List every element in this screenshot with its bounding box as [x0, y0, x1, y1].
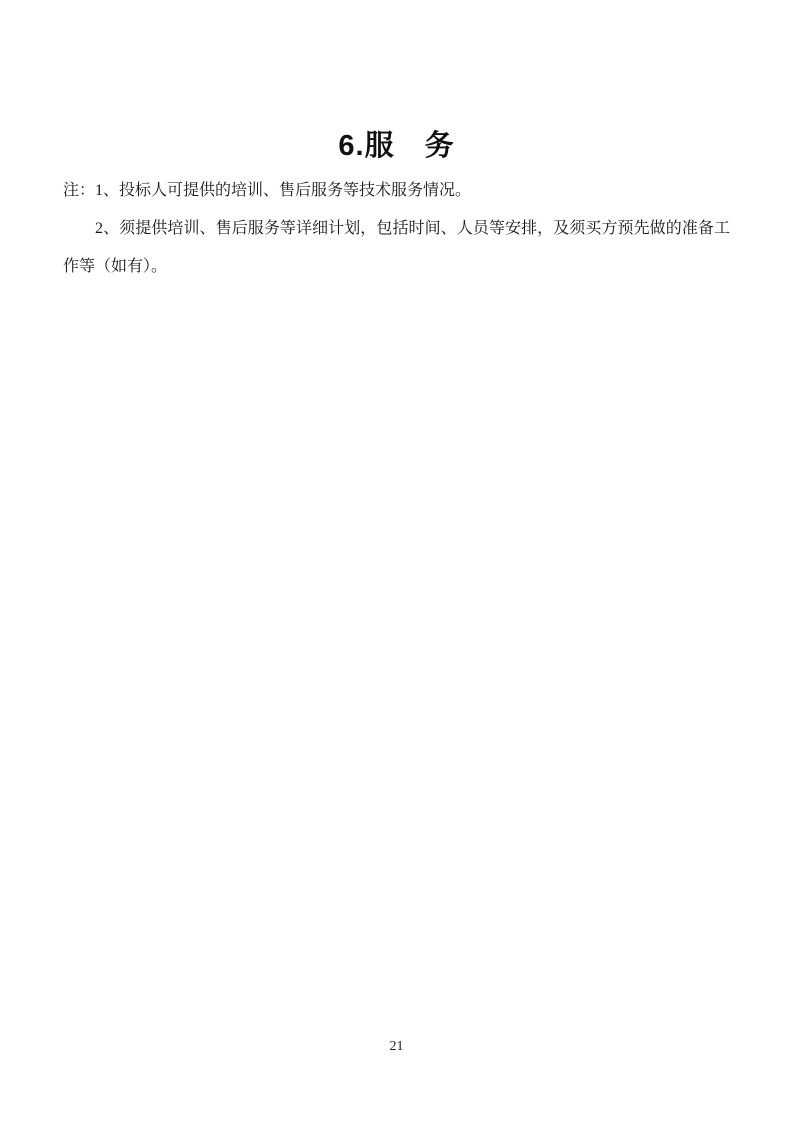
- page-number: 21: [389, 1039, 404, 1054]
- section-title: 6.服 务: [338, 130, 455, 162]
- note-paragraph-1: 注：1、投标人可提供的培训、售后服务等技术服务情况。: [63, 182, 472, 199]
- note-paragraph-2: 2、须提供培训、售后服务等详细计划，包括时间、人员等安排，及须买方预先做的准备工作等（如有）。: [63, 220, 730, 275]
- document-body: [63, 172, 730, 286]
